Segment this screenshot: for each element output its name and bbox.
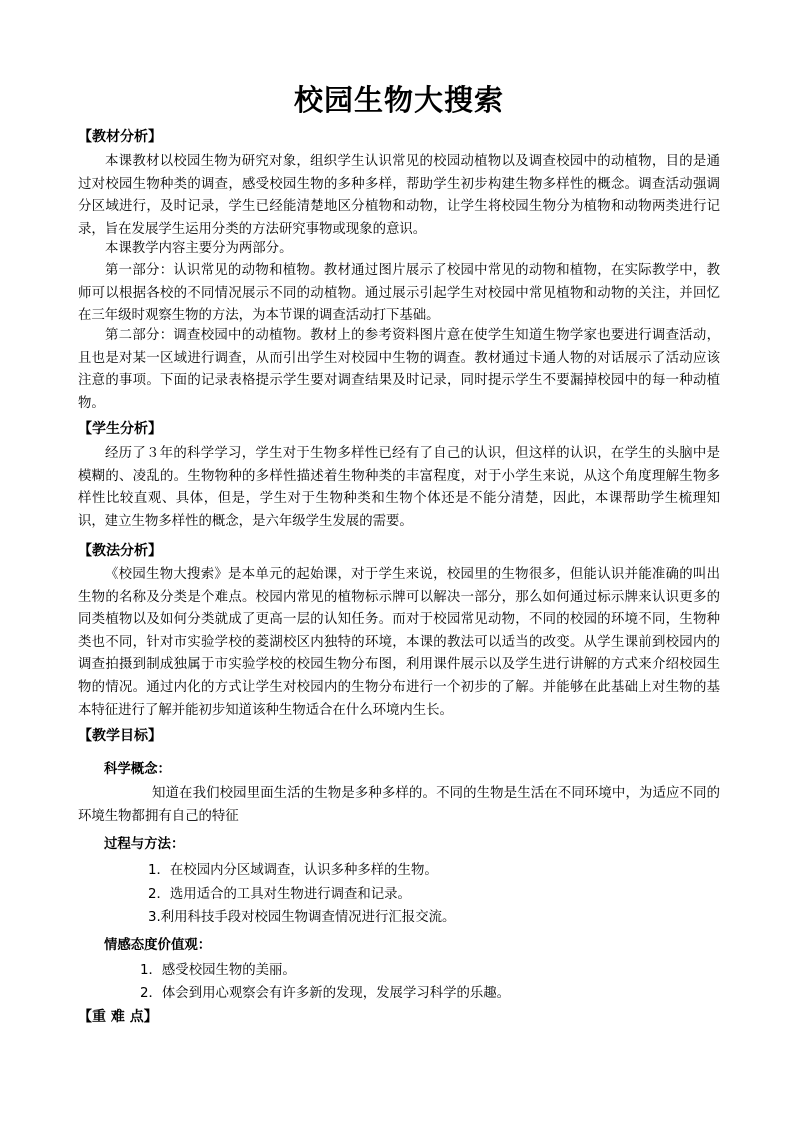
paragraph-material-3: 第一部分：认识常见的动物和植物。教材通过图片展示了校园中常见的动物和植物，在实际教学中，教师可以根据各校的不同情况展示不同的动植物。通过展示引起学生对校园中常见植物和动物的关注，并回忆在三年级时观察生物的方法，为本节课的调查活动打下基础。	[78, 263, 720, 324]
subheading-emotion-values: 情感态度价值观：	[104, 938, 212, 953]
list-item: 3.利用科技手段对校园生物调查情况进行汇报交流。	[148, 910, 456, 925]
paragraph-student-1: 经历了３年的科学学习，学生对于生物多样性已经有了自己的认识，但这样的认识，在学生的头脑中是模糊的、凌乱的。生物物种的多样性描述着生物种类的丰富程度，对于小学生来说，从这个角度理解生物多样性比较直观、具体，但是，学生对于生物种类和生物个体还是不能分清楚，因此，本课帮助学生梳理知识，建立生物多样性的概念，是六年级学生发展的需要。	[78, 446, 720, 529]
heading-teaching-goals: 【教学目标】	[78, 728, 162, 744]
list-item: 2．选用适合的工具对生物进行调查和记录。	[148, 887, 411, 902]
list-item: 1．在校园内分区域调查，认识多种多样的生物。	[148, 863, 438, 878]
heading-student-analysis: 【学生分析】	[78, 421, 162, 437]
paragraph-material-4: 第二部分：调查校园中的动植物。教材上的参考资料图片意在使学生知道生物学家也要进行调查活动，且也是对某一区域进行调查，从而引出学生对校园中生物的调查。教材通过卡通人物的对话展示了活动应该注意的事项。下面的记录表格提示学生要对调查结果及时记录，同时提示学生不要漏掉校园中的每一种动植物。	[78, 328, 720, 411]
list-item: 1．感受校园生物的美丽。	[140, 963, 296, 978]
document-title: 校园生物大搜索	[293, 83, 504, 117]
paragraph-science-concept: 知道在我们校园里面生活的生物是多种多样的。不同的生物是生活在不同环境中，为适应不同的环境生物都拥有自己的特征	[78, 786, 720, 824]
heading-material-analysis: 【教材分析】	[78, 129, 162, 145]
list-item: 2．体会到用心观察会有许多新的发现，发展学习科学的乐趣。	[140, 986, 511, 1001]
paragraph-material-1: 本课教材以校园生物为研究对象，组织学生认识常见的校园动植物以及调查校园中的动植物，目的是通过对校园生物种类的调查，感受校园生物的多种多样，帮助学生初步构建生物多样性的概念。调查活动强调分区域进行，及时记录，学生已经能清楚地区分植物和动物，让学生将校园生物分为植物和动物两类进行记录，旨在发展学生运用分类的方法研究事物或现象的意识。	[78, 154, 720, 237]
subheading-process-method: 过程与方法：	[104, 837, 185, 852]
paragraph-method-1: 《校园生物大搜索》是本单元的起始课，对于学生来说，校园里的生物很多，但能认识并能准确的叫出生物的名称及分类是个难点。校园内常见的植物标示牌可以解决一部分，那么如何通过标示牌来认识更多的同类植物以及如何分类就成了更高一层的认知任务。而对于校园常见动物，不同的校园的环境不同，生物种类也不同，针对市实验学校的菱湖校区内独特的环境，本课的教法可以适当的改变。从学生课前到校园内的调查拍摄到制成独属于市实验学校的校园生物分布图，利用课件展示以及学生进行讲解的方式来介绍校园生物的情况。通过内化的方式让学生对校园内的生物分布进行一个初步的了解。并能够在此基础上对生物的基本特征进行了解并能初步知道该种生物适合在什么环境内生长。	[78, 567, 720, 718]
heading-method-analysis: 【教法分析】	[78, 543, 162, 559]
heading-key-difficult-points: 【重 难 点】	[78, 1009, 158, 1025]
paragraph-material-2: 本课教学内容主要分为两部分。	[105, 241, 293, 256]
subheading-science-concept: 科学概念：	[104, 762, 171, 777]
